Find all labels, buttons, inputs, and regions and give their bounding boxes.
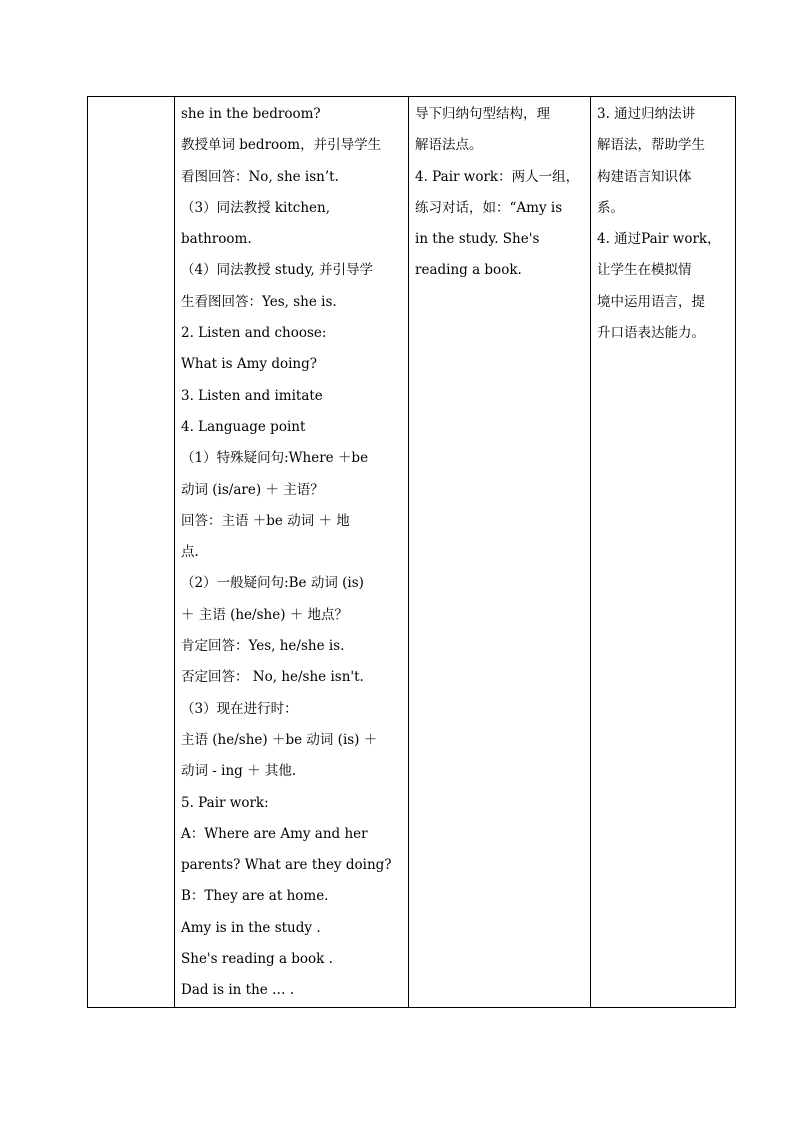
text-line: 导下归纳句型结构，理 [415,106,550,122]
text-line: Amy is in the study . [181,919,321,936]
text-line: 解语法点。 [415,137,483,154]
text-line: B：They are at home. [181,888,329,905]
text-line: 3. 通过归纳法讲 [597,106,696,122]
text-line: A：Where are Amy and her [181,825,368,842]
text-line: 4. Language point [181,418,306,435]
text-line: 生看图回答：Yes, she is. [181,293,337,310]
text-line: 境中运用语言，提 [597,293,705,310]
text-line: 2. Listen and choose: [181,325,327,342]
text-line: （3）同法教授 kitchen, [181,199,331,216]
text-line: 构建语言知识体 [597,168,692,185]
text-line: reading a book. [415,262,522,279]
student-activity-text [415,97,590,287]
text-line: （4）同法教授 study, 并引导学 [181,262,373,279]
text-line: （1）特殊疑问句:Where ＋be [181,450,369,467]
stage-column-cell [88,97,175,1008]
text-line: 点. [181,544,199,561]
text-line: 练习对话，如：“Amy is [415,199,563,216]
text-line: 看图回答：No, she isn’t. [181,168,339,185]
text-line: 让学生在模拟情 [597,262,692,279]
teaching-procedure-cell [175,97,409,1008]
text-line: parents? What are they doing? [181,857,392,874]
text-line: ＋ 主语 (he/she) ＋ 地点？ [181,606,349,623]
text-line: 系。 [597,199,624,216]
text-line: 5. Pair work: [181,794,269,811]
teaching-procedure-text [181,97,408,1007]
design-intent-cell [591,97,736,1008]
lesson-plan-table [87,96,736,1008]
text-line: （2）一般疑问句:Be 动词 (is) [181,575,364,592]
text-line: 3. Listen and imitate [181,387,323,404]
text-line: 解语法，帮助学生 [597,137,705,154]
text-line: 4. Pair work：两人一组， [415,168,580,185]
student-activity-cell [409,97,591,1008]
text-line: 升口语表达能力。 [597,325,705,342]
text-line: 回答：主语 ＋be 动词 ＋ 地 [181,512,350,529]
text-line: Dad is in the … . [181,982,295,999]
text-line: （3）现在进行时： [181,700,298,717]
text-line: 动词 (is/are) ＋ 主语？ [181,481,324,498]
table-row [88,97,736,1008]
text-line: 主语 (he/she) ＋be 动词 (is) ＋ [181,731,378,748]
text-line: bathroom. [181,231,252,248]
text-line: What is Amy doing? [181,356,318,373]
text-line: 教授单词 bedroom，并引导学生 [181,137,382,154]
text-line: 否定回答： No, he/she isn't. [181,669,364,686]
text-line: she in the bedroom? [181,106,321,122]
design-intent-text [597,97,735,349]
text-line: She's reading a book . [181,951,333,968]
text-line: 4. 通过Pair work， [597,231,721,248]
text-line: 肯定回答：Yes, he/she is. [181,638,345,655]
text-line: 动词 - ing ＋ 其他. [181,763,297,780]
text-line: in the study. She's [415,231,540,248]
